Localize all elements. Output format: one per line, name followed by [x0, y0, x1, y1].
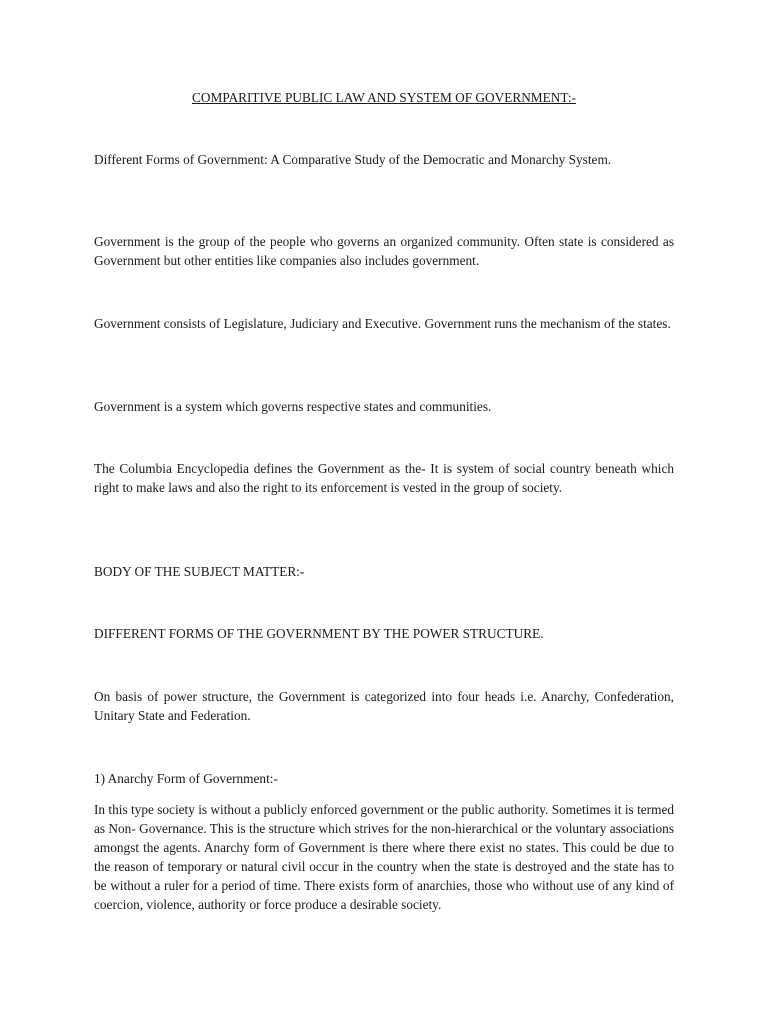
paragraph-power-structure: On basis of power structure, the Government is categorized into four heads i.e. Anarchy, Confederation, Unitary State and Federation.: [94, 689, 674, 723]
paragraph-anarchy: In this type society is without a publicly enforced government or the public authority. Sometimes it is termed as Non- Governance. This is the structure which strives for the non-hierarchical or the voluntary associations amongst the agents. Anarchy form of Government is there where there exist no states. This could be due to the reason of temporary or natural civil occur in the country when the state is destroyed and the state has to be without a ruler for a period of time. There exists form of anarchies, those who without use of any kind of coercion, violence, authority or force produce a desirable society.: [94, 802, 674, 912]
paragraph-system: Government is a system which governs respective states and communities.: [94, 399, 492, 414]
paragraph-intro-subtitle: Different Forms of Government: A Comparative Study of the Democratic and Monarchy System.: [94, 152, 612, 167]
section-heading-body: BODY OF THE SUBJECT MATTER:-: [94, 564, 305, 579]
subheading-anarchy: 1) Anarchy Form of Government:-: [94, 771, 278, 786]
paragraph-definition: Government is the group of the people who governs an organized community. Often state is considered as Government but other entities like companies also includes government.: [94, 234, 674, 268]
paragraph-columbia: The Columbia Encyclopedia defines the Government as the- It is system of social country beneath which right to make laws and also the right to its enforcement is vested in the group of society.: [94, 461, 674, 495]
paragraph-organs: Government consists of Legislature, Judiciary and Executive. Government runs the mechanism of the states.: [94, 316, 671, 331]
document-title: COMPARITIVE PUBLIC LAW AND SYSTEM OF GOVERNMENT:-: [192, 90, 576, 105]
section-heading-forms: DIFFERENT FORMS OF THE GOVERNMENT BY THE POWER STRUCTURE.: [94, 626, 544, 641]
